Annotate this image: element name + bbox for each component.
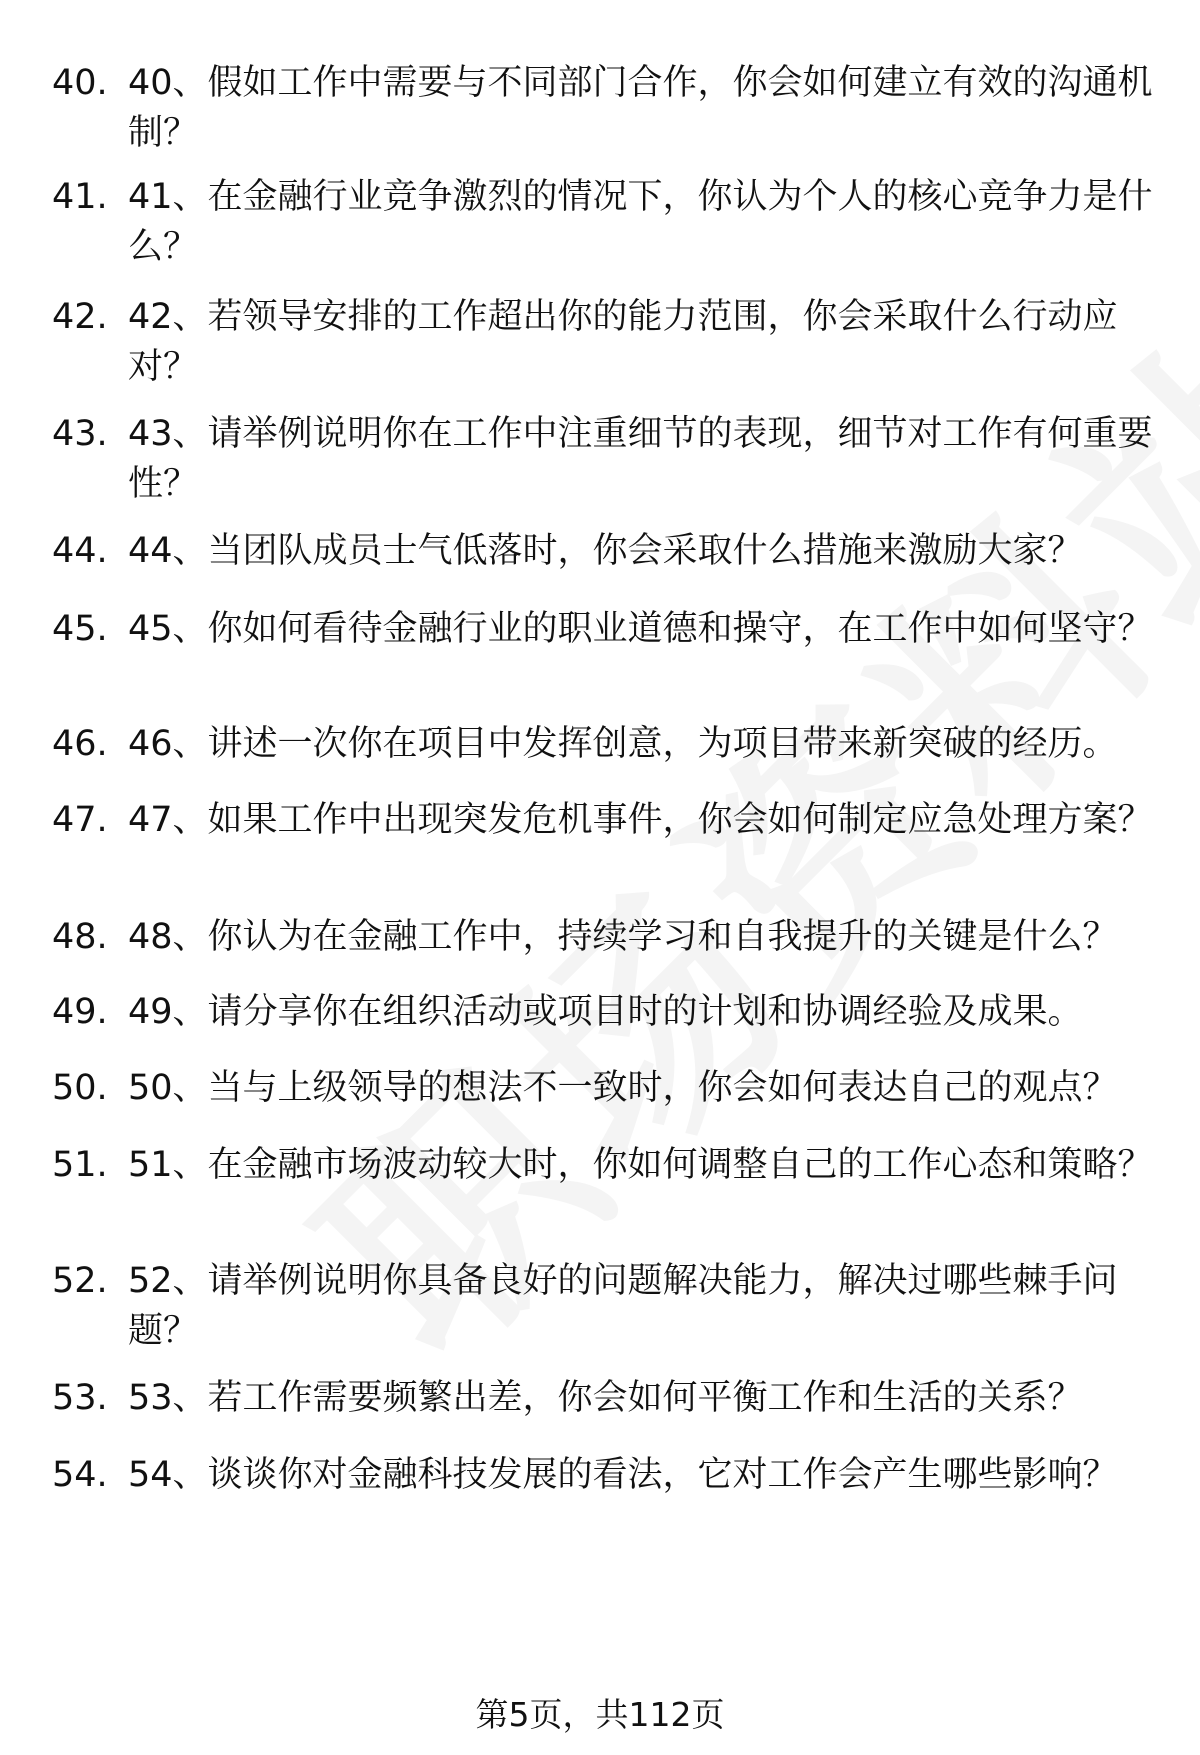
- item-number: 51.: [52, 1145, 108, 1185]
- item-text: 54、谈谈你对金融科技发展的看法，它对工作会产生哪些影响？: [128, 1455, 1118, 1495]
- item-text: 46、讲述一次你在项目中发挥创意，为项目带来新突破的经历。: [128, 724, 1118, 764]
- item-text: 42、若领导安排的工作超出你的能力范围，你会采取什么行动应对？: [128, 297, 1118, 387]
- item-text: 43、请举例说明你在工作中注重细节的表现，细节对工作有何重要性？: [128, 414, 1153, 504]
- item-number: 44.: [52, 531, 108, 571]
- list-item: [52, 409, 1162, 509]
- item-number: 49.: [52, 992, 108, 1032]
- item-number: 41.: [52, 177, 108, 217]
- list-item: [52, 912, 1162, 962]
- list-item: [52, 172, 1162, 272]
- item-number: 40.: [52, 63, 108, 103]
- list-item: [52, 58, 1162, 158]
- item-text: 48、你认为在金融工作中，持续学习和自我提升的关键是什么？: [128, 917, 1118, 957]
- item-number: 42.: [52, 297, 108, 337]
- page-footer: 第5页，共112页: [475, 1695, 725, 1734]
- item-text: 44、当团队成员士气低落时，你会采取什么措施来激励大家？: [128, 531, 1083, 571]
- item-number: 45.: [52, 609, 108, 649]
- list-item: [52, 795, 1162, 845]
- item-number: 50.: [52, 1068, 108, 1108]
- list-item: [52, 719, 1162, 769]
- list-item: [52, 1063, 1162, 1113]
- item-number: 46.: [52, 724, 108, 764]
- item-text: 40、假如工作中需要与不同部门合作，你会如何建立有效的沟通机制？: [128, 63, 1153, 153]
- item-number: 43.: [52, 414, 108, 454]
- item-text: 41、在金融行业竞争激烈的情况下，你认为个人的核心竞争力是什么？: [128, 177, 1153, 267]
- item-text: 52、请举例说明你具备良好的问题解决能力，解决过哪些棘手问题？: [128, 1261, 1118, 1351]
- item-number: 48.: [52, 917, 108, 957]
- item-text: 47、如果工作中出现突发危机事件，你会如何制定应急处理方案？: [128, 800, 1153, 840]
- item-text: 49、请分享你在组织活动或项目时的计划和协调经验及成果。: [128, 992, 1083, 1032]
- item-number: 52.: [52, 1261, 108, 1301]
- item-text: 45、你如何看待金融行业的职业道德和操守，在工作中如何坚守？: [128, 609, 1153, 649]
- list-item: [52, 1256, 1162, 1356]
- item-text: 50、当与上级领导的想法不一致时，你会如何表达自己的观点？: [128, 1068, 1118, 1108]
- item-text: 51、在金融市场波动较大时，你如何调整自己的工作心态和策略？: [128, 1145, 1153, 1185]
- list-item: [52, 526, 1162, 576]
- item-number: 54.: [52, 1455, 108, 1495]
- list-item: [52, 1450, 1162, 1500]
- list-item: [52, 604, 1162, 654]
- item-number: 47.: [52, 800, 108, 840]
- list-item: [52, 987, 1162, 1037]
- list-item: [52, 1373, 1162, 1423]
- list-item: [52, 1140, 1162, 1190]
- item-text: 53、若工作需要频繁出差，你会如何平衡工作和生活的关系？: [128, 1378, 1083, 1418]
- item-number: 53.: [52, 1378, 108, 1418]
- list-item: [52, 292, 1162, 392]
